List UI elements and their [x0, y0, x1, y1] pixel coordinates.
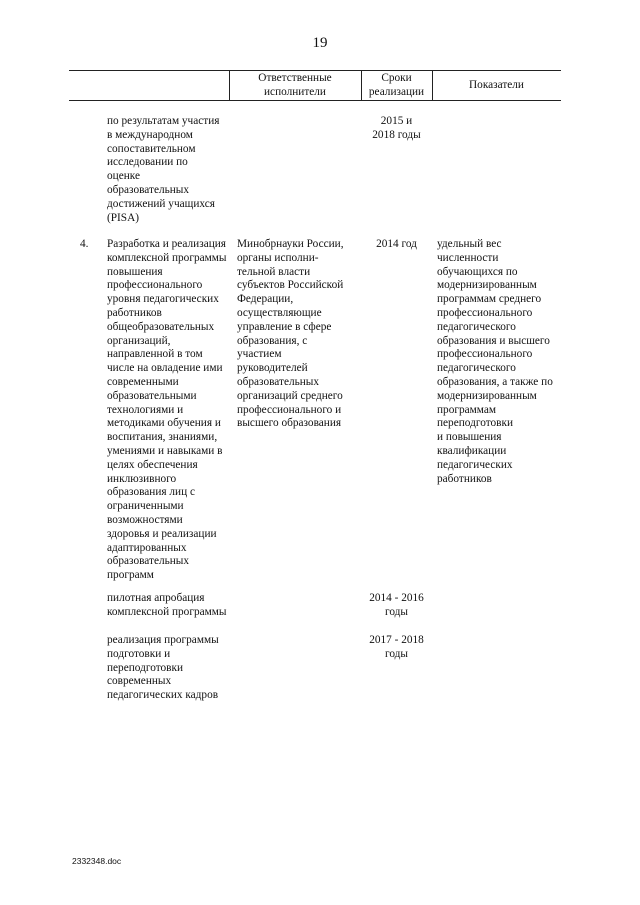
item-4-executors: Минобрнауки России, органы исполни- тельной власти субъектов Российской Федерации, осуществляющие управление в сфере образования, с участием руководителей образовательных организаций среднего профессионального и высшего образования [237, 238, 344, 430]
pilot-stage-term: 2014 - 2016 годы [369, 592, 424, 618]
header-top-rule [69, 70, 561, 71]
implementation-stage-text: реализация программы подготовки и переподготовки современных педагогических кадров [107, 634, 219, 702]
item-4-indicators: удельный вес численности обучающихся по модернизированным программам среднего профессионального педагогического образования и высшего профессионального педагогического образования, а также по модернизированным программам переподготовки и повышения квалификации педагогических работников [437, 238, 553, 485]
pisa-term: 2015 и 2018 годы [372, 115, 421, 141]
header-executors: Ответственные исполнители [258, 72, 332, 98]
header-bottom-rule [69, 100, 561, 101]
item-4-number: 4. [80, 238, 89, 250]
header-terms: Сроки реализации [368, 72, 425, 98]
page-number: 19 [312, 35, 328, 51]
footer-filename: 2332348.doc [72, 856, 122, 866]
implementation-stage-term: 2017 - 2018 годы [369, 634, 424, 660]
pisa-measure-text: по результатам участия в международном сопоставительном исследовании по оценке образовательных достижений учащихся (PISA) [107, 115, 220, 224]
pilot-stage-text: пилотная апробация комплексной программы [107, 592, 227, 618]
item-4-term: 2014 год [376, 238, 417, 250]
header-indicators: Показатели [469, 79, 524, 91]
item-4-description: Разработка и реализация комплексной программы повышения профессионального уровня педагогических работников общеобразовательных организаций, направленной в том числе на овладение ими современными образовательными технологиями и методиками обучения и воспитания, знаниями, умениями и навыками в целях обеспечения инклюзивного образования лиц с ограниченными возможностями здоровья и реализации адаптированных образовательных программ [107, 238, 227, 582]
